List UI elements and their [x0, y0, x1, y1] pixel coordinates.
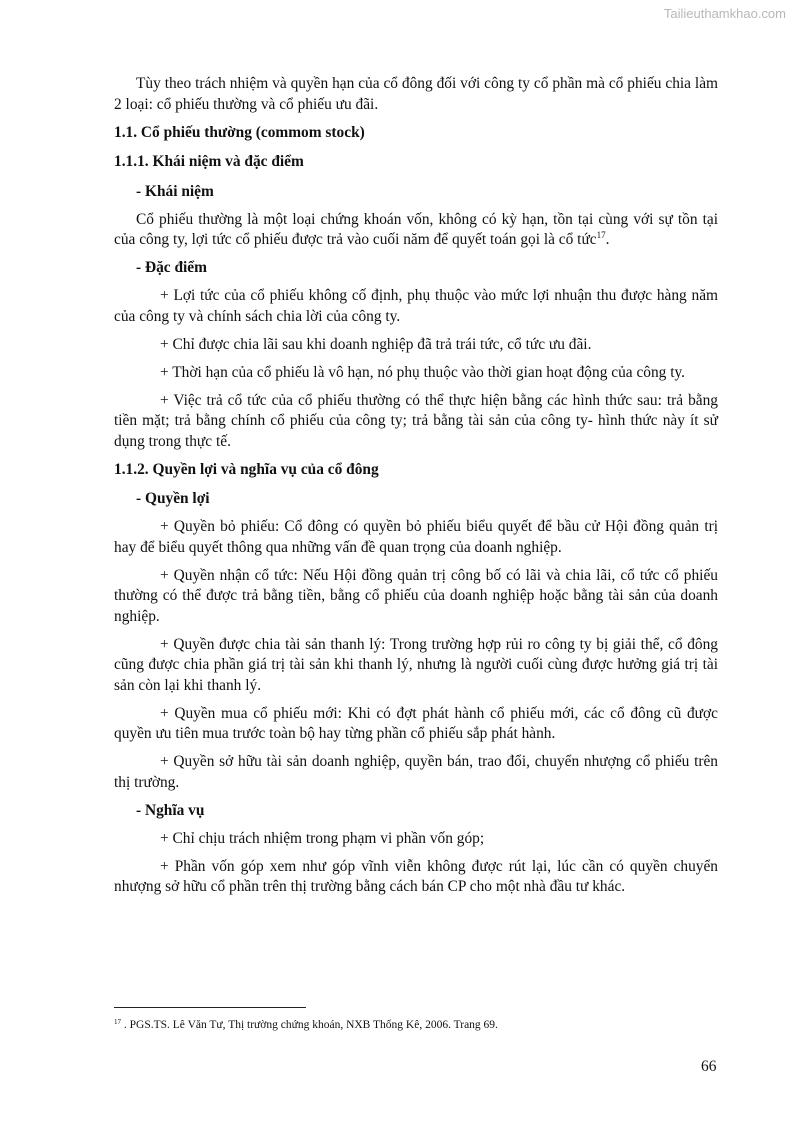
heading-rights-duties: 1.1.2. Quyền lợi và nghĩa vụ của cổ đông: [114, 460, 379, 478]
duty-item: + Chỉ chịu trách nhiệm trong phạm vi phần vốn góp;: [160, 829, 485, 847]
feature-item: + Thời hạn của cổ phiếu là vô hạn, nó phụ thuộc vào thời gian hoạt động của công ty.: [160, 363, 686, 381]
footnote-text: . PGS.TS. Lê Văn Tư, Thị trường chứng khoán, NXB Thống Kê, 2006. Trang 69.: [121, 1019, 498, 1031]
feature-item: + Chỉ được chia lãi sau khi doanh nghiệp đã trả trái tức, cổ tức ưu đãi.: [160, 335, 592, 353]
footnote-reference: 17: [596, 230, 606, 240]
subheading-rights: - Quyền lợi: [136, 490, 210, 507]
footnote-separator: [114, 1007, 306, 1008]
definition-paragraph: [114, 210, 718, 251]
subheading-features: - Đặc điểm: [136, 259, 207, 276]
footnote: [114, 1018, 718, 1032]
intro-paragraph: Tùy theo trách nhiệm và quyền hạn của cổ đông đối với công ty cổ phần mà cổ phiếu chia làm 2 loại: cổ phiếu thường và cổ phiếu ưu đãi.: [114, 75, 718, 113]
document-body: [114, 74, 718, 905]
definition-period: .: [605, 231, 610, 248]
heading-concept-features: 1.1.1. Khái niệm và đặc điểm: [114, 153, 304, 170]
duty-item: + Phần vốn góp xem như góp vĩnh viễn không được rút lại, lúc cần có quyền chuyển nhượng sở hữu cổ phần trên thị trường bằng cách bán CP cho một nhà đầu tư khác.: [114, 857, 718, 895]
subheading-duties: - Nghĩa vụ: [136, 801, 205, 819]
right-item: + Quyền sở hữu tài sản doanh nghiệp, quyền bán, trao đổi, chuyển nhượng cổ phiếu trên thị trường.: [114, 753, 718, 791]
subheading-concept: - Khái niệm: [136, 182, 214, 200]
right-item: + Quyền bỏ phiếu: Cổ đông có quyền bỏ phiếu biểu quyết để bầu cử Hội đồng quản trị hay để biểu quyết thông qua những vấn đề quan trọng của doanh nghiệp.: [114, 518, 718, 556]
footnote-number: 17: [114, 1018, 121, 1026]
right-item: + Quyền nhận cổ tức: Nếu Hội đồng quản trị công bố có lãi và chia lãi, cổ tức cổ phiếu thường có thể được trả bằng tiền, bằng cổ phiếu của doanh nghiệp hoặc bằng tài sản của doanh nghiệp.: [114, 566, 718, 625]
page-number: 66: [701, 1058, 717, 1075]
right-item: + Quyền được chia tài sản thanh lý: Trong trường hợp rủi ro công ty bị giải thể, cổ đông cũng được chia phần giá trị tài sản khi thanh lý, nhưng là người cuối cùng được hưởng giá trị tài sản còn lại khi thanh lý.: [114, 635, 718, 694]
feature-item: + Lợi tức của cổ phiếu không cố định, phụ thuộc vào mức lợi nhuận thu được hàng năm của công ty và chính sách chia lời của công ty.: [114, 287, 718, 325]
right-item: + Quyền mua cổ phiếu mới: Khi có đợt phát hành cổ phiếu mới, các cổ đông cũ được quyền ưu tiên mua trước toàn bộ hay từng phần cổ phiếu sắp phát hành.: [114, 704, 718, 742]
heading-common-stock: 1.1. Cổ phiếu thường (commom stock): [114, 123, 365, 141]
feature-item: + Việc trả cổ tức của cổ phiếu thường có thể thực hiện bằng các hình thức sau: trả bằng tiền mặt; trả bằng chính cổ phiếu của công ty; trả bằng tài sản của công ty- hình thức này ít sử dụng trong thực tế.: [114, 391, 718, 450]
definition-text: Cổ phiếu thường là một loại chứng khoán vốn, không có kỳ hạn, tồn tại cùng với sự tồn tại của công ty, lợi tức cổ phiếu được trả vào cuối năm để quyết toán gọi là cổ tức: [114, 210, 718, 248]
watermark: Tailieuthamkhao.com: [663, 6, 786, 21]
